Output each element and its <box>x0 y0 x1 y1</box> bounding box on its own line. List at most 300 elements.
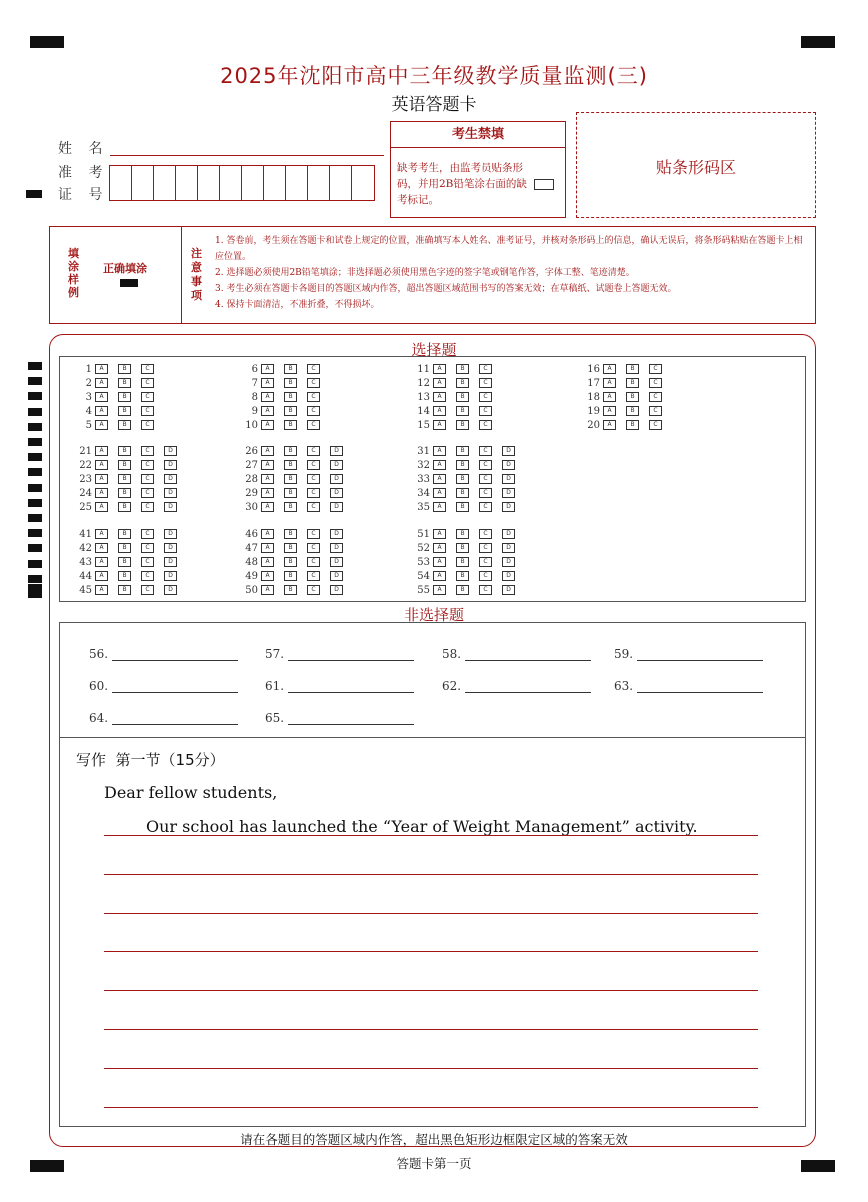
option-bubble[interactable]: B <box>118 378 131 388</box>
question-number: 41 <box>79 528 92 540</box>
choice-question <box>236 363 330 375</box>
option-bubble[interactable]: B <box>284 446 297 456</box>
option-bubble[interactable]: C <box>479 529 492 539</box>
option-bubble[interactable]: B <box>456 571 469 581</box>
option-bubble[interactable]: B <box>118 529 131 539</box>
option-bubble[interactable]: B <box>456 392 469 402</box>
option-bubble[interactable]: C <box>649 378 662 388</box>
timing-mark <box>28 529 42 537</box>
option-bubble[interactable]: D <box>164 529 177 539</box>
writing-heading: 写作 第一节（15分） <box>76 751 225 769</box>
option-bubble[interactable]: B <box>456 406 469 416</box>
option-bubble[interactable]: C <box>479 460 492 470</box>
option-bubble[interactable]: B <box>456 529 469 539</box>
option-bubble[interactable]: A <box>433 474 446 484</box>
choice-question <box>408 584 525 596</box>
blank-64[interactable]: 64. <box>89 711 238 725</box>
option-bubble[interactable]: D <box>330 557 343 567</box>
option-bubble[interactable]: B <box>118 474 131 484</box>
writing-line[interactable] <box>104 1029 758 1030</box>
choice-question <box>70 473 187 485</box>
option-bubble[interactable]: B <box>284 460 297 470</box>
blank-63[interactable]: 63. <box>614 679 763 693</box>
choice-question <box>578 377 672 389</box>
note-item: 1. 答卷前，考生须在答题卡和试卷上规定的位置，准确填写本人姓名、准考证号，并核对条形码上的信息，确认无误后，将条形码粘贴在答题卡上相应位置。 <box>215 236 803 262</box>
question-number: 25 <box>79 501 92 513</box>
timing-mark <box>28 544 42 552</box>
option-bubble[interactable]: B <box>626 392 639 402</box>
option-bubble[interactable]: A <box>261 571 274 581</box>
question-number: 5 <box>85 419 92 431</box>
option-bubble[interactable]: D <box>164 585 177 595</box>
option-bubble[interactable]: C <box>307 502 320 512</box>
option-bubble[interactable]: D <box>502 474 515 484</box>
timing-mark <box>28 468 42 476</box>
option-bubble[interactable]: A <box>433 446 446 456</box>
option-bubble[interactable]: C <box>479 571 492 581</box>
timing-mark <box>28 362 42 370</box>
timing-mark <box>28 423 42 431</box>
option-bubble[interactable]: B <box>456 488 469 498</box>
option-bubble[interactable]: A <box>261 543 274 553</box>
option-bubble[interactable]: A <box>261 488 274 498</box>
question-number: 16 <box>587 363 600 375</box>
writing-first-line: Our school has launched the “Year of Weight Management” activity. <box>146 817 698 836</box>
blank-61[interactable]: 61. <box>265 679 414 693</box>
option-bubble[interactable]: A <box>261 557 274 567</box>
note-item: 2. 选择题必须使用2B铅笔填涂；非选择题必须使用黑色字迹的签字笔或钢笔作答，字体工整、笔迹清楚。 <box>215 268 635 278</box>
option-bubble[interactable]: C <box>649 420 662 430</box>
option-bubble[interactable]: A <box>433 460 446 470</box>
option-bubble[interactable]: B <box>456 420 469 430</box>
option-bubble[interactable]: D <box>164 446 177 456</box>
option-bubble[interactable]: C <box>141 378 154 388</box>
option-bubble[interactable]: D <box>502 543 515 553</box>
option-bubble[interactable]: B <box>118 406 131 416</box>
option-bubble[interactable]: B <box>456 460 469 470</box>
writing-line[interactable] <box>104 951 758 952</box>
option-bubble[interactable]: C <box>479 406 492 416</box>
option-bubble[interactable]: A <box>95 474 108 484</box>
question-number: 21 <box>79 445 92 457</box>
option-bubble[interactable]: A <box>95 571 108 581</box>
option-bubble[interactable]: C <box>141 460 154 470</box>
option-bubble[interactable]: B <box>118 557 131 567</box>
id-label-2: 证 号 <box>58 187 109 203</box>
question-number: 14 <box>417 405 430 417</box>
option-bubble[interactable]: B <box>118 571 131 581</box>
choice-question <box>408 556 525 568</box>
choice-question <box>578 419 672 431</box>
choice-question <box>408 501 525 513</box>
fill-example-correct: 正确填涂 <box>103 262 147 275</box>
option-bubble[interactable]: A <box>95 502 108 512</box>
option-bubble[interactable]: D <box>502 571 515 581</box>
option-bubble[interactable]: C <box>307 460 320 470</box>
option-bubble[interactable]: C <box>649 406 662 416</box>
timing-mark <box>28 560 42 568</box>
option-bubble[interactable]: D <box>502 488 515 498</box>
option-bubble[interactable]: B <box>118 364 131 374</box>
question-number: 46 <box>245 528 258 540</box>
option-bubble[interactable]: D <box>164 460 177 470</box>
name-label: 姓 名 <box>58 141 109 157</box>
option-bubble[interactable]: A <box>603 364 616 374</box>
option-bubble[interactable]: D <box>330 529 343 539</box>
option-bubble[interactable]: C <box>141 529 154 539</box>
option-bubble[interactable]: B <box>626 420 639 430</box>
option-bubble[interactable]: A <box>433 392 446 402</box>
option-bubble[interactable]: C <box>141 488 154 498</box>
choice-question <box>236 501 353 513</box>
timing-mark <box>28 408 42 416</box>
question-number: 43 <box>79 556 92 568</box>
blank-58[interactable]: 58. <box>442 647 591 661</box>
option-bubble[interactable]: B <box>456 502 469 512</box>
option-bubble[interactable]: B <box>284 543 297 553</box>
option-bubble[interactable]: B <box>456 474 469 484</box>
option-bubble[interactable]: A <box>433 502 446 512</box>
option-bubble[interactable]: A <box>603 420 616 430</box>
option-bubble[interactable]: C <box>307 392 320 402</box>
choice-question <box>70 391 164 403</box>
option-bubble[interactable]: D <box>502 446 515 456</box>
option-bubble[interactable]: B <box>626 406 639 416</box>
option-bubble[interactable]: C <box>479 364 492 374</box>
option-bubble[interactable]: B <box>284 557 297 567</box>
exam-id-grid[interactable] <box>109 165 375 201</box>
corner-mark-top-left <box>30 36 64 48</box>
option-bubble[interactable]: A <box>261 474 274 484</box>
option-bubble[interactable]: C <box>479 585 492 595</box>
option-bubble[interactable]: B <box>118 460 131 470</box>
choice-question <box>236 570 353 582</box>
question-number: 2 <box>85 377 92 389</box>
option-bubble[interactable]: D <box>330 502 343 512</box>
option-bubble[interactable]: C <box>307 488 320 498</box>
timing-mark <box>28 575 42 583</box>
option-bubble[interactable]: C <box>307 378 320 388</box>
option-bubble[interactable]: D <box>164 488 177 498</box>
blank-60[interactable]: 60. <box>89 679 238 693</box>
footer-warning: 请在各题目的答题区域内作答，超出黑色矩形边框限定区域的答案无效 <box>240 1132 628 1147</box>
option-bubble[interactable]: B <box>284 378 297 388</box>
choice-question <box>236 445 353 457</box>
choice-question <box>408 419 502 431</box>
question-number: 3 <box>85 391 92 403</box>
option-bubble[interactable]: B <box>118 420 131 430</box>
absent-box-text: 缺考考生，由监考员贴条形码，并用2B铅笔涂右面的缺考标记。 <box>397 162 527 206</box>
barcode-area-label: 贴条形码区 <box>655 158 736 177</box>
absent-mark-box[interactable] <box>534 179 554 190</box>
option-bubble[interactable]: A <box>261 460 274 470</box>
option-bubble[interactable]: C <box>141 420 154 430</box>
option-bubble[interactable]: C <box>649 364 662 374</box>
option-bubble[interactable]: D <box>502 502 515 512</box>
option-bubble[interactable]: B <box>456 543 469 553</box>
option-bubble[interactable]: D <box>502 460 515 470</box>
timing-mark <box>28 499 42 507</box>
option-bubble[interactable]: D <box>502 557 515 567</box>
choice-question <box>408 528 525 540</box>
name-field[interactable] <box>110 155 384 156</box>
option-bubble[interactable]: B <box>626 378 639 388</box>
choice-question <box>70 487 187 499</box>
choice-question <box>70 445 187 457</box>
blank-57[interactable]: 57. <box>265 647 414 661</box>
question-number: 31 <box>417 445 430 457</box>
option-bubble[interactable]: C <box>479 488 492 498</box>
option-bubble[interactable]: C <box>141 406 154 416</box>
option-bubble[interactable]: A <box>95 392 108 402</box>
option-bubble[interactable]: A <box>95 364 108 374</box>
option-bubble[interactable]: D <box>164 571 177 581</box>
option-bubble[interactable]: D <box>330 460 343 470</box>
option-bubble[interactable]: B <box>284 529 297 539</box>
blank-62[interactable]: 62. <box>442 679 591 693</box>
writing-line[interactable] <box>104 1068 758 1069</box>
question-number: 17 <box>587 377 600 389</box>
question-number: 50 <box>245 584 258 596</box>
option-bubble[interactable]: A <box>261 502 274 512</box>
option-bubble[interactable]: C <box>141 543 154 553</box>
writing-salutation: Dear fellow students, <box>104 783 278 802</box>
choice-question <box>408 542 525 554</box>
side-mark <box>26 190 42 198</box>
option-bubble[interactable]: A <box>433 529 446 539</box>
choice-question <box>236 542 353 554</box>
option-bubble[interactable]: B <box>284 406 297 416</box>
option-bubble[interactable]: A <box>95 406 108 416</box>
choice-question <box>408 363 502 375</box>
option-bubble[interactable]: C <box>307 557 320 567</box>
option-bubble[interactable]: C <box>307 446 320 456</box>
option-bubble[interactable]: A <box>261 378 274 388</box>
choice-question <box>236 405 330 417</box>
option-bubble[interactable]: C <box>141 557 154 567</box>
option-bubble[interactable]: D <box>330 571 343 581</box>
option-bubble[interactable]: B <box>118 585 131 595</box>
option-bubble[interactable]: B <box>284 488 297 498</box>
option-bubble[interactable]: A <box>261 392 274 402</box>
option-bubble[interactable]: A <box>261 529 274 539</box>
choice-question <box>70 528 187 540</box>
choice-question <box>236 584 353 596</box>
option-bubble[interactable]: A <box>433 364 446 374</box>
option-bubble[interactable]: D <box>164 502 177 512</box>
option-bubble[interactable]: A <box>603 406 616 416</box>
option-bubble[interactable]: D <box>330 543 343 553</box>
question-number: 42 <box>79 542 92 554</box>
option-bubble[interactable]: A <box>95 585 108 595</box>
question-number: 33 <box>417 473 430 485</box>
question-number: 54 <box>417 570 430 582</box>
choice-question <box>408 377 502 389</box>
option-bubble[interactable]: B <box>456 585 469 595</box>
option-bubble[interactable]: C <box>307 420 320 430</box>
writing-divider <box>59 737 806 738</box>
option-bubble[interactable]: C <box>479 474 492 484</box>
option-bubble[interactable]: A <box>261 406 274 416</box>
instructions-box <box>49 226 816 324</box>
option-bubble[interactable]: A <box>261 364 274 374</box>
option-bubble[interactable]: A <box>433 543 446 553</box>
question-number: 1 <box>85 363 92 375</box>
timing-mark <box>28 484 42 492</box>
choice-question <box>236 556 353 568</box>
option-bubble[interactable]: A <box>603 392 616 402</box>
option-bubble[interactable]: A <box>433 420 446 430</box>
option-bubble[interactable]: B <box>118 488 131 498</box>
option-bubble[interactable]: B <box>284 502 297 512</box>
option-bubble[interactable]: C <box>141 571 154 581</box>
option-bubble[interactable]: B <box>456 446 469 456</box>
choice-question <box>236 419 330 431</box>
option-bubble[interactable]: A <box>433 585 446 595</box>
option-bubble[interactable]: C <box>479 392 492 402</box>
option-bubble[interactable]: A <box>433 571 446 581</box>
option-bubble[interactable]: A <box>433 557 446 567</box>
option-bubble[interactable]: B <box>118 543 131 553</box>
option-bubble[interactable]: B <box>456 557 469 567</box>
barcode-area <box>576 112 816 218</box>
question-number: 35 <box>417 501 430 513</box>
timing-mark <box>28 392 42 400</box>
question-number: 15 <box>417 419 430 431</box>
option-bubble[interactable]: A <box>95 488 108 498</box>
option-bubble[interactable]: C <box>307 406 320 416</box>
option-bubble[interactable]: C <box>307 474 320 484</box>
blank-56[interactable]: 56. <box>89 647 238 661</box>
option-bubble[interactable]: C <box>649 392 662 402</box>
writing-line[interactable] <box>104 835 758 836</box>
option-bubble[interactable]: C <box>141 502 154 512</box>
option-bubble[interactable]: C <box>479 543 492 553</box>
question-number: 7 <box>251 377 258 389</box>
option-bubble[interactable]: B <box>284 571 297 581</box>
question-number: 4 <box>85 405 92 417</box>
option-bubble[interactable]: D <box>330 488 343 498</box>
option-bubble[interactable]: B <box>284 474 297 484</box>
option-bubble[interactable]: D <box>502 585 515 595</box>
choice-question <box>236 473 353 485</box>
instructions-divider <box>181 227 182 323</box>
blank-59[interactable]: 59. <box>614 647 763 661</box>
question-number: 9 <box>251 405 258 417</box>
note-item: 3. 考生必须在答题卡各题目的答题区域内作答，超出答题区域范围书写的答案无效；在草稿纸、试题卷上答题无效。 <box>215 284 677 294</box>
option-bubble[interactable]: C <box>307 585 320 595</box>
option-bubble[interactable]: A <box>95 446 108 456</box>
option-bubble[interactable]: A <box>433 488 446 498</box>
option-bubble[interactable]: C <box>307 543 320 553</box>
question-number: 51 <box>417 528 430 540</box>
option-bubble[interactable]: D <box>330 446 343 456</box>
option-bubble[interactable]: A <box>95 460 108 470</box>
option-bubble[interactable]: B <box>118 446 131 456</box>
absent-box <box>390 121 566 218</box>
option-bubble[interactable]: C <box>141 585 154 595</box>
choice-question <box>236 459 353 471</box>
choice-question <box>408 459 525 471</box>
option-bubble[interactable]: D <box>502 529 515 539</box>
question-number: 47 <box>245 542 258 554</box>
option-bubble[interactable]: C <box>141 364 154 374</box>
option-bubble[interactable]: B <box>284 585 297 595</box>
option-bubble[interactable]: B <box>118 392 131 402</box>
option-bubble[interactable]: D <box>330 474 343 484</box>
question-number: 20 <box>587 419 600 431</box>
option-bubble[interactable]: C <box>307 364 320 374</box>
option-bubble[interactable]: B <box>284 420 297 430</box>
page-subtitle: 英语答题卡 <box>391 95 477 115</box>
option-bubble[interactable]: D <box>164 543 177 553</box>
option-bubble[interactable]: B <box>456 378 469 388</box>
id-label-1: 准 考 <box>58 165 109 181</box>
notes-list <box>215 233 809 313</box>
blank-65[interactable]: 65. <box>265 711 414 725</box>
writing-line[interactable] <box>104 874 758 875</box>
question-number: 11 <box>417 363 430 375</box>
option-bubble[interactable]: A <box>95 420 108 430</box>
filled-sample-mark <box>120 279 138 287</box>
option-bubble[interactable]: C <box>141 474 154 484</box>
writing-line[interactable] <box>104 913 758 914</box>
option-bubble[interactable]: C <box>479 420 492 430</box>
question-number: 48 <box>245 556 258 568</box>
option-bubble[interactable]: C <box>141 446 154 456</box>
option-bubble[interactable]: A <box>261 420 274 430</box>
choice-question <box>70 405 164 417</box>
question-number: 8 <box>251 391 258 403</box>
option-bubble[interactable]: D <box>164 474 177 484</box>
option-bubble[interactable]: A <box>261 585 274 595</box>
option-bubble[interactable]: D <box>164 557 177 567</box>
option-bubble[interactable]: B <box>626 364 639 374</box>
timing-mark <box>28 514 42 522</box>
option-bubble[interactable]: B <box>284 364 297 374</box>
option-bubble[interactable]: A <box>261 446 274 456</box>
option-bubble[interactable]: A <box>603 378 616 388</box>
choice-question <box>70 377 164 389</box>
option-bubble[interactable]: C <box>479 378 492 388</box>
choice-question <box>70 542 187 554</box>
fill-example-label: 填涂样例 <box>68 247 79 299</box>
question-number: 30 <box>245 501 258 513</box>
option-bubble[interactable]: C <box>479 502 492 512</box>
writing-line[interactable] <box>104 1107 758 1108</box>
question-number: 44 <box>79 570 92 582</box>
option-bubble[interactable]: D <box>330 585 343 595</box>
writing-line[interactable] <box>104 990 758 991</box>
option-bubble[interactable]: A <box>433 378 446 388</box>
option-bubble[interactable]: C <box>307 529 320 539</box>
option-bubble[interactable]: A <box>95 543 108 553</box>
option-bubble[interactable]: C <box>141 392 154 402</box>
option-bubble[interactable]: C <box>479 446 492 456</box>
option-bubble[interactable]: B <box>284 392 297 402</box>
option-bubble[interactable]: A <box>433 406 446 416</box>
question-number: 52 <box>417 542 430 554</box>
option-bubble[interactable]: B <box>118 502 131 512</box>
option-bubble[interactable]: A <box>95 378 108 388</box>
option-bubble[interactable]: C <box>479 557 492 567</box>
option-bubble[interactable]: C <box>307 571 320 581</box>
timing-mark <box>28 377 42 385</box>
option-bubble[interactable]: A <box>95 529 108 539</box>
option-bubble[interactable]: B <box>456 364 469 374</box>
choice-question <box>236 528 353 540</box>
option-bubble[interactable]: A <box>95 557 108 567</box>
